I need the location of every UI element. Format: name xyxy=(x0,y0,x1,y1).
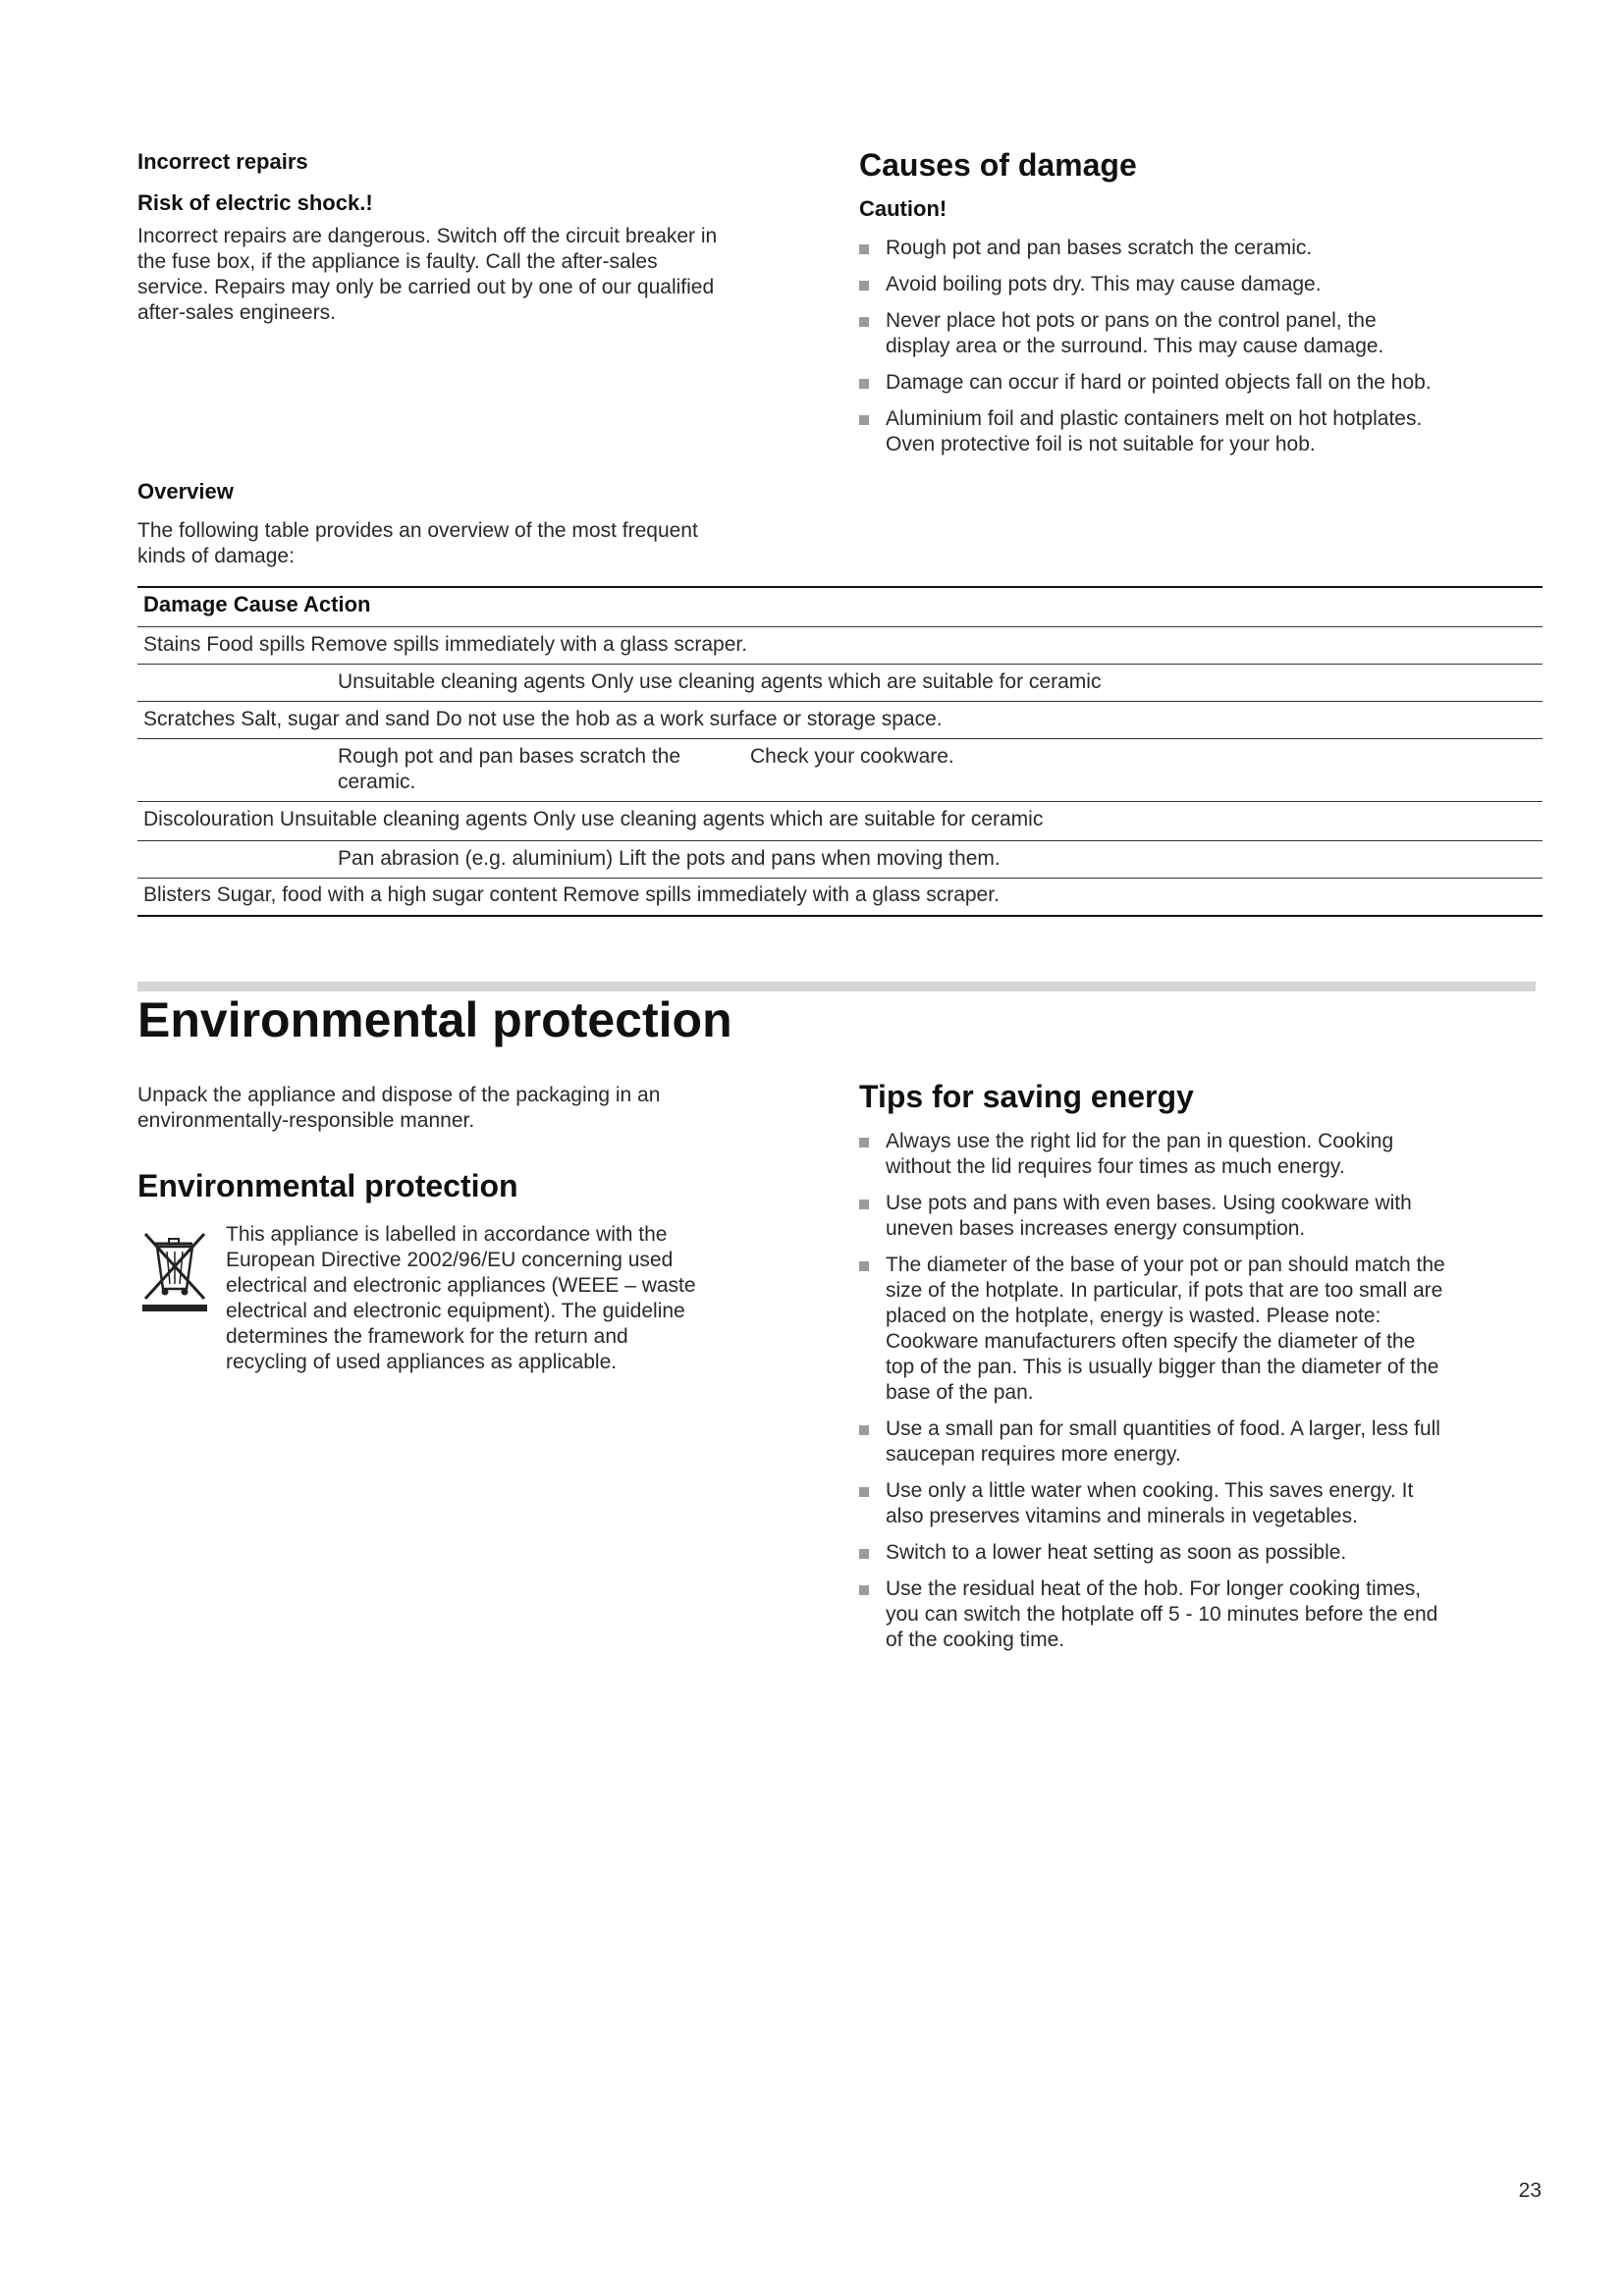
list-item: Use pots and pans with even bases. Using cookware with uneven bases increases energy consumption. xyxy=(859,1191,1546,1242)
table-row: Discolouration Unsuitable cleaning agents Only use cleaning agents which are suitable for ceramic xyxy=(143,808,1044,830)
causes-of-damage-title: Causes of damage xyxy=(859,147,1137,183)
square-bullet-icon xyxy=(859,1200,869,1209)
square-bullet-icon xyxy=(859,379,869,389)
square-bullet-icon xyxy=(859,1549,869,1559)
table-row: Stains Food spills Remove spills immediately with a glass scraper. xyxy=(143,633,748,656)
square-bullet-icon xyxy=(859,415,869,425)
table-rule xyxy=(137,626,1543,627)
env-sub-title: Environmental protection xyxy=(137,1168,518,1203)
list-item: Rough pot and pan bases scratch the ceramic. xyxy=(859,236,1546,261)
weee-paragraph: This appliance is labelled in accordance with the European Directive 2002/96/EU concerning used electrical and electronic appliances (WEEE – waste electrical and electronic equipment). The guideline determines the framework for the return and recycling of used appliances as applicable. xyxy=(226,1223,696,1373)
list-item: Use a small pan for small quantities of food. A larger, less full saucepan requires more energy. xyxy=(859,1416,1546,1468)
list-item: The diameter of the base of your pot or pan should match the size of the hotplate. In particular, if pots that are too small are placed on the hotplate, energy is wasted. Please note: Cookware manufacturers often specify the diameter of the top of the pan. This is usually bigger than the diameter of the base of the pan. xyxy=(859,1253,1546,1406)
list-item: Avoid boiling pots dry. This may cause damage. xyxy=(859,272,1546,297)
overview-heading: Overview xyxy=(137,479,234,504)
list-item: Use the residual heat of the hob. For longer cooking times, you can switch the hotplate off 5 - 10 minutes before the end of the cooking time. xyxy=(859,1576,1546,1653)
page-number: 23 xyxy=(1518,2179,1542,2202)
env-intro-paragraph: Unpack the appliance and dispose of the packaging in an environmentally-responsible manner. xyxy=(137,1084,661,1132)
square-bullet-icon xyxy=(859,244,869,254)
table-rule xyxy=(137,664,1543,665)
list-item: Switch to a lower heat setting as soon as possible. xyxy=(859,1540,1546,1566)
paragraph-line: Incorrect repairs are dangerous. Switch off the circuit breaker in xyxy=(137,225,718,247)
paragraph-line: after-sales engineers. xyxy=(137,301,336,324)
table-row: Blisters Sugar, food with a high sugar content Remove spills immediately with a glass scraper. xyxy=(143,883,1000,906)
square-bullet-icon xyxy=(859,1261,869,1271)
paragraph-line: the fuse box, if the appliance is faulty. Call the after-sales xyxy=(137,250,658,273)
table-rule xyxy=(137,701,1543,702)
tips-title: Tips for saving energy xyxy=(859,1079,1194,1114)
causes-list xyxy=(859,236,1546,468)
square-bullet-icon xyxy=(859,1487,869,1497)
square-bullet-icon xyxy=(859,1585,869,1595)
overview-paragraph: The following table provides an overview of the most frequent kinds of damage: xyxy=(137,519,698,567)
table-rule xyxy=(137,801,1543,802)
incorrect-repairs-paragraph xyxy=(137,224,825,326)
environmental-protection-title: Environmental protection xyxy=(137,992,732,1047)
table-bottom-rule xyxy=(137,915,1543,917)
table-row: Unsuitable cleaning agents Only use cleaning agents which are suitable for ceramic xyxy=(338,670,1102,693)
table-rule xyxy=(137,738,1543,739)
square-bullet-icon xyxy=(859,317,869,327)
table-row: Pan abrasion (e.g. aluminium) Lift the pots and pans when moving them. xyxy=(338,847,1001,870)
table-row: Rough pot and pan bases scratch the ceramic. xyxy=(338,745,681,793)
list-item: Always use the right lid for the pan in question. Cooking without the lid requires four times as much energy. xyxy=(859,1129,1546,1180)
list-item: Use only a little water when cooking. This saves energy. It also preserves vitamins and minerals in vegetables. xyxy=(859,1478,1546,1529)
table-top-rule xyxy=(137,586,1543,588)
caution-label: Caution! xyxy=(859,196,947,221)
table-row: Scratches Salt, sugar and sand Do not use the hob as a work surface or storage space. xyxy=(143,708,943,730)
table-cell: Check your cookware. xyxy=(750,745,954,768)
table-rule xyxy=(137,840,1543,841)
square-bullet-icon xyxy=(859,1425,869,1435)
table-rule xyxy=(137,878,1543,879)
paragraph-line: service. Repairs may only be carried out by one of our qualified xyxy=(137,276,715,298)
tips-list xyxy=(859,1129,1546,1664)
crossed-out-wheelie-bin-icon xyxy=(137,1230,212,1312)
risk-electric-shock-heading: Risk of electric shock.! xyxy=(137,190,373,215)
list-item: Aluminium foil and plastic containers melt on hot hotplates. Oven protective foil is not suitable for your hob. xyxy=(859,406,1546,457)
table-header: Damage Cause Action xyxy=(143,592,371,616)
square-bullet-icon xyxy=(859,1138,869,1148)
incorrect-repairs-heading: Incorrect repairs xyxy=(137,149,308,174)
list-item: Damage can occur if hard or pointed objects fall on the hob. xyxy=(859,370,1546,396)
square-bullet-icon xyxy=(859,281,869,291)
list-item: Never place hot pots or pans on the control panel, the display area or the surround. This may cause damage. xyxy=(859,308,1546,359)
